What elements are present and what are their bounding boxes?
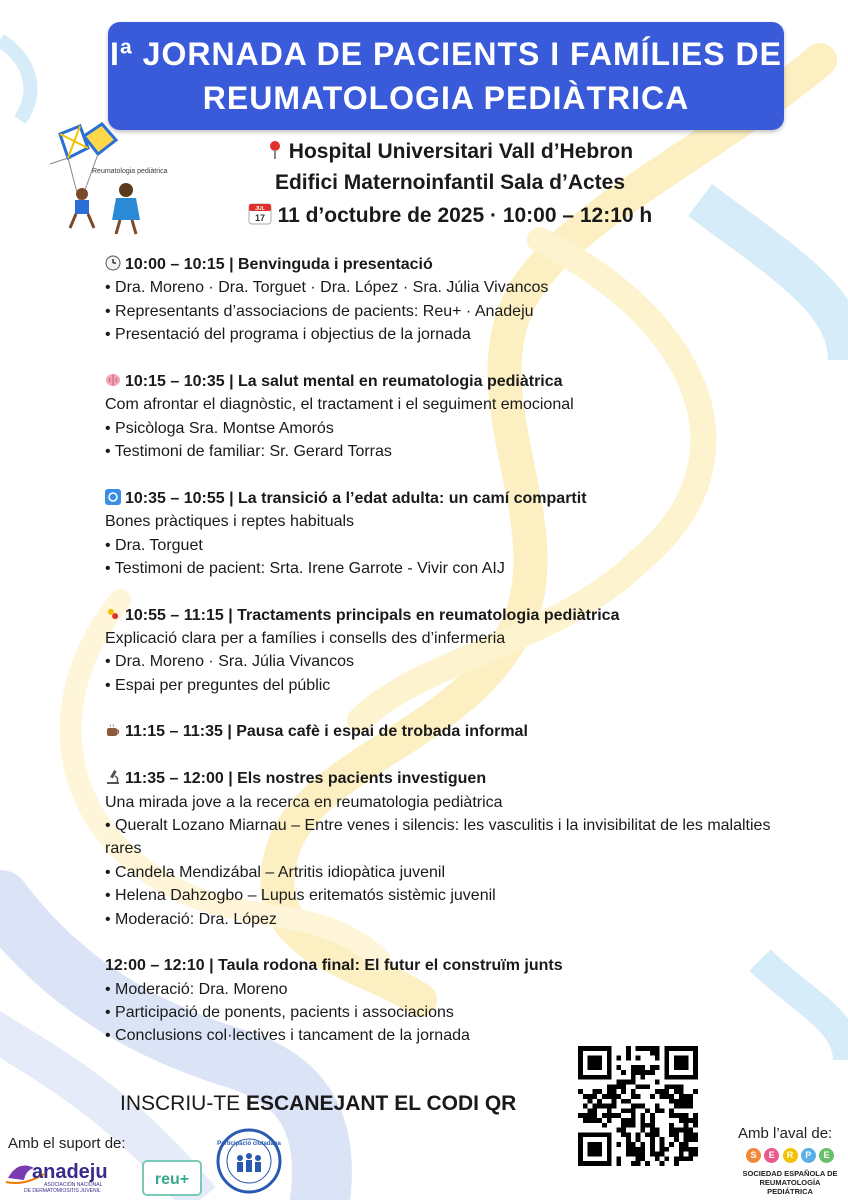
qr-module [655, 1065, 660, 1070]
qr-module [636, 1084, 641, 1089]
qr-module [583, 1113, 588, 1118]
qr-module [645, 1084, 650, 1089]
session-6-line: • Queralt Lozano Miarnau – Entre venes i silencis: les vasculitis i la invisibilitat de les malalties rares [105, 816, 771, 858]
title-line-1: Iª JORNADA DE PACIENTS I FAMÍLIES DE [110, 36, 782, 72]
qr-module [660, 1094, 665, 1099]
session-7-line: • Conclusions col·lectives i tancament de la jornada [105, 1027, 470, 1045]
qr-module [578, 1113, 583, 1118]
qr-module [650, 1142, 655, 1147]
qr-module [592, 1094, 597, 1099]
qr-module [631, 1118, 636, 1123]
qr-module [640, 1128, 645, 1133]
session-4-header: 10:55 – 11:15 | Tractaments principals en reumatologia pediàtrica [105, 604, 805, 627]
qr-module [583, 1118, 588, 1123]
qr-module [616, 1128, 621, 1133]
qr-module [636, 1161, 641, 1166]
qr-module [621, 1118, 626, 1123]
qr-module [655, 1046, 660, 1051]
qr-text-prefix: INSCRIU-TE [120, 1092, 246, 1115]
anadeju-logo [4, 1156, 132, 1196]
calendar-icon [248, 201, 272, 225]
pill-icon [105, 606, 121, 622]
qr-module [655, 1056, 660, 1061]
qr-module [650, 1147, 655, 1152]
session-4-line: • Dra. Moreno · Sra. Júlia Vivancos [105, 653, 354, 671]
qr-module [616, 1065, 621, 1070]
qr-module [616, 1142, 621, 1147]
qr-module [602, 1104, 607, 1109]
session-7-line: • Moderació: Dra. Moreno [105, 980, 288, 998]
qr-module [655, 1051, 660, 1056]
qr-module [640, 1152, 645, 1157]
qr-module [684, 1104, 689, 1109]
qr-module [621, 1084, 626, 1089]
qr-module [650, 1118, 655, 1123]
qr-module [664, 1094, 669, 1099]
venue-hospital [200, 140, 700, 164]
qr-module [626, 1118, 631, 1123]
qr-module [612, 1099, 617, 1104]
session-6-line: Una mirada jove a la recerca en reumatologia pediàtrica [105, 793, 503, 811]
qr-module [607, 1113, 612, 1118]
qr-module [679, 1147, 684, 1152]
qr-module [621, 1132, 626, 1137]
qr-module [679, 1104, 684, 1109]
qr-module [602, 1094, 607, 1099]
qr-module [631, 1142, 636, 1147]
qr-module [679, 1089, 684, 1094]
anadeju-name: anadeju [32, 1161, 108, 1183]
qr-module [693, 1132, 698, 1137]
qr-module [607, 1089, 612, 1094]
qr-module [655, 1152, 660, 1157]
title-banner [108, 22, 784, 130]
qr-module [679, 1099, 684, 1104]
schedule [105, 253, 805, 1048]
qr-module [655, 1156, 660, 1161]
qr-module [660, 1137, 665, 1142]
reu-plus-logo [142, 1160, 202, 1196]
session-2-line: Com afrontar el diagnòstic, el tractament i el seguiment emocional [105, 396, 574, 414]
qr-module [636, 1094, 641, 1099]
qr-module [626, 1051, 631, 1056]
qr-module [640, 1118, 645, 1123]
qr-module [674, 1132, 679, 1137]
qr-module [636, 1070, 641, 1075]
serpe-letter: E [819, 1148, 834, 1163]
qr-module [674, 1104, 679, 1109]
qr-module [679, 1152, 684, 1157]
qr-module [626, 1152, 631, 1157]
qr-module [655, 1104, 660, 1109]
qr-module [636, 1056, 641, 1061]
qr-module [616, 1113, 621, 1118]
qr-module [664, 1084, 669, 1089]
qr-module [669, 1132, 674, 1137]
qr-module [640, 1065, 645, 1070]
qr-module [688, 1099, 693, 1104]
calendar-day: 17 [254, 213, 265, 223]
qr-module [621, 1099, 626, 1104]
qr-module [640, 1075, 645, 1080]
qr-module [684, 1118, 689, 1123]
qr-module [631, 1089, 636, 1094]
qr-module [631, 1147, 636, 1152]
qr-module [588, 1099, 593, 1104]
qr-module [621, 1089, 626, 1094]
qr-module [650, 1123, 655, 1128]
qr-module [669, 1142, 674, 1147]
qr-module [640, 1156, 645, 1161]
qr-module [684, 1137, 689, 1142]
qr-module [631, 1094, 636, 1099]
session-2-line: • Testimoni de familiar: Sr. Gerard Torras [105, 443, 392, 461]
qr-module [612, 1104, 617, 1109]
reumatologia-pediatrica-logo [40, 122, 200, 242]
qr-module [616, 1056, 621, 1061]
qr-module [688, 1156, 693, 1161]
qr-module [669, 1099, 674, 1104]
qr-module [645, 1108, 650, 1113]
qr-module [674, 1156, 679, 1161]
qr-module [650, 1051, 655, 1056]
qr-module [674, 1161, 679, 1166]
logo-text: Reumatologia pediàtrica [92, 168, 168, 175]
qr-module [688, 1094, 693, 1099]
qr-module [684, 1132, 689, 1137]
session-7-line: • Participació de ponents, pacients i associacions [105, 1003, 454, 1021]
qr-module [631, 1113, 636, 1118]
qr-module [684, 1099, 689, 1104]
qr-module [578, 1089, 583, 1094]
qr-module [655, 1108, 660, 1113]
qr-module [684, 1128, 689, 1133]
session-1-header: 10:00 – 10:15 | Benvinguda i presentació [105, 253, 805, 276]
qr-module [688, 1118, 693, 1123]
qr-module [693, 1113, 698, 1118]
qr-module [631, 1152, 636, 1157]
qr-module [664, 1156, 669, 1161]
qr-module [626, 1046, 631, 1051]
qr-module [684, 1094, 689, 1099]
coffee-icon [105, 722, 121, 738]
qr-module [650, 1137, 655, 1142]
qr-module [612, 1094, 617, 1099]
qr-module [674, 1089, 679, 1094]
qr-module [621, 1108, 626, 1113]
serpe-letter: S [746, 1148, 761, 1163]
qr-module [621, 1070, 626, 1075]
qr-module [640, 1142, 645, 1147]
qr-module [626, 1142, 631, 1147]
qr-module [693, 1137, 698, 1142]
qr-module [650, 1046, 655, 1051]
qr-module [626, 1147, 631, 1152]
qr-module [612, 1113, 617, 1118]
qr-module [669, 1084, 674, 1089]
session-6-line: • Candela Mendizábal – Artritis idiopàtica juvenil [105, 863, 446, 881]
qr-module [640, 1070, 645, 1075]
qr-module [597, 1089, 602, 1094]
qr-module [679, 1142, 684, 1147]
qr-module [655, 1080, 660, 1085]
qr-module [597, 1104, 602, 1109]
title-line-2: REUMATOLOGIA PEDIÀTRICA [202, 80, 690, 116]
qr-module [693, 1147, 698, 1152]
qr-module [688, 1137, 693, 1142]
qr-module [588, 1118, 593, 1123]
serpe-letter: P [801, 1148, 816, 1163]
support-label: Amb el suport de: [8, 1135, 126, 1152]
qr-module [688, 1132, 693, 1137]
qr-module [636, 1156, 641, 1161]
session-5-header: 11:15 – 11:35 | Pausa cafè i espai de trobada informal [105, 720, 805, 743]
qr-module [592, 1118, 597, 1123]
qr-module [674, 1128, 679, 1133]
serpe-logo [738, 1148, 842, 1196]
qr-module [684, 1147, 689, 1152]
qr-module [631, 1161, 636, 1166]
qr-module [626, 1099, 631, 1104]
session-6-line: • Moderació: Dra. López [105, 910, 277, 928]
serpe-line1: SOCIEDAD ESPAÑOLA DE [742, 1169, 838, 1178]
venue-date [200, 201, 700, 228]
venue-date-text: 11 d’octubre de 2025 · 10:00 – 12:10 h [277, 204, 653, 227]
qr-module [693, 1089, 698, 1094]
qr-module [645, 1070, 650, 1075]
clock-icon [105, 255, 121, 271]
anadeju-sub2: DE DERMATOMIOSITIS JUVENIL [24, 1188, 101, 1194]
qr-module [636, 1046, 641, 1051]
qr-module [655, 1089, 660, 1094]
session-3-line: • Dra. Torguet [105, 536, 203, 554]
qr-module [626, 1056, 631, 1061]
qr-finder [588, 1056, 602, 1070]
qr-module [674, 1113, 679, 1118]
qr-module [636, 1147, 641, 1152]
qr-module [631, 1080, 636, 1085]
session-6-header: 11:35 – 12:00 | Els nostres pacients investiguen [105, 767, 805, 790]
qr-module [655, 1132, 660, 1137]
qr-finder [674, 1056, 688, 1070]
qr-module [650, 1070, 655, 1075]
qr-module [650, 1094, 655, 1099]
qr-module [640, 1113, 645, 1118]
session-6-line: • Helena Dahzogbo – Lupus eritematós sistèmic juvenil [105, 887, 496, 905]
qr-module [631, 1104, 636, 1109]
qr-module [636, 1104, 641, 1109]
qr-module [688, 1152, 693, 1157]
qr-module [684, 1123, 689, 1128]
qr-module [612, 1084, 617, 1089]
qr-module [669, 1113, 674, 1118]
qr-module [592, 1113, 597, 1118]
endorse-label: Amb l’aval de: [738, 1125, 833, 1142]
qr-module [612, 1089, 617, 1094]
session-7-header: 12:00 – 12:10 | Taula rodona final: El futur el construïm junts [105, 957, 563, 975]
qr-module [607, 1118, 612, 1123]
qr-module [636, 1152, 641, 1157]
qr-module [621, 1128, 626, 1133]
qr-module [660, 1089, 665, 1094]
qr-module [597, 1118, 602, 1123]
qr-module [684, 1142, 689, 1147]
session-3-line: Bones pràctiques i reptes habituals [105, 513, 355, 531]
microscope-icon [105, 769, 121, 785]
qr-module [674, 1137, 679, 1142]
qr-module [688, 1104, 693, 1109]
qr-module [621, 1080, 626, 1085]
session-3-header: 10:35 – 10:55 | La transició a l’edat adulta: un camí compartit [105, 487, 805, 510]
qr-module [679, 1118, 684, 1123]
session-4-line: Explicació clara per a famílies i consells des d’infermeria [105, 629, 506, 647]
qr-module [631, 1065, 636, 1070]
qr-text-bold: ESCANEJANT EL CODI QR [246, 1092, 517, 1115]
qr-module [688, 1128, 693, 1133]
qr-module [679, 1084, 684, 1089]
qr-module [669, 1094, 674, 1099]
qr-module [650, 1132, 655, 1137]
qr-module [679, 1128, 684, 1133]
calendar-month: JUL [254, 206, 265, 212]
qr-module [597, 1099, 602, 1104]
qr-module [602, 1113, 607, 1118]
qr-module [631, 1075, 636, 1080]
qr-module [616, 1080, 621, 1085]
qr-module [684, 1113, 689, 1118]
qr-module [626, 1108, 631, 1113]
qr-module [650, 1128, 655, 1133]
serpe-letter: E [764, 1148, 779, 1163]
qr-module [693, 1118, 698, 1123]
qr-module [640, 1084, 645, 1089]
qr-module [693, 1123, 698, 1128]
qr-call-to-action [120, 1092, 516, 1116]
qr-module [660, 1142, 665, 1147]
qr-module [631, 1108, 636, 1113]
qr-module [645, 1161, 650, 1166]
qr-module [592, 1104, 597, 1109]
qr-module [631, 1070, 636, 1075]
session-3-line: • Testimoni de pacient: Srta. Irene Garrote - Vivir con AIJ [105, 559, 505, 577]
qr-module [626, 1123, 631, 1128]
qr-module [650, 1152, 655, 1157]
qr-module [607, 1084, 612, 1089]
qr-module [583, 1104, 588, 1109]
qr-module [688, 1147, 693, 1152]
qr-module [669, 1128, 674, 1133]
qr-module [679, 1156, 684, 1161]
qr-module [616, 1094, 621, 1099]
qr-module [645, 1123, 650, 1128]
qr-module [684, 1156, 689, 1161]
qr-module [645, 1046, 650, 1051]
pin-icon [267, 140, 283, 160]
qr-module [640, 1046, 645, 1051]
session-2-line: • Psicòloga Sra. Montse Amorós [105, 419, 334, 437]
participacio-text: Participació ciutadana [217, 1141, 281, 1147]
qr-module [588, 1094, 593, 1099]
qr-module [626, 1080, 631, 1085]
qr-module [626, 1137, 631, 1142]
qr-module [592, 1108, 597, 1113]
qr-module [636, 1132, 641, 1137]
qr-module [664, 1089, 669, 1094]
qr-module [664, 1147, 669, 1152]
qr-module [674, 1099, 679, 1104]
qr-module [592, 1089, 597, 1094]
qr-module [640, 1104, 645, 1109]
qr-module [607, 1104, 612, 1109]
qr-module [660, 1147, 665, 1152]
qr-module [616, 1084, 621, 1089]
cycle-icon [105, 489, 121, 505]
session-1-line: • Dra. Moreno · Dra. Torguet · Dra. López · Sra. Júlia Vivancos [105, 279, 549, 297]
qr-module [693, 1152, 698, 1157]
qr-module [607, 1094, 612, 1099]
qr-module [626, 1132, 631, 1137]
qr-module [679, 1113, 684, 1118]
qr-module [607, 1108, 612, 1113]
reu-name: reu+ [154, 1171, 190, 1188]
qr-module [655, 1128, 660, 1133]
session-4-line: • Espai per preguntes del públic [105, 676, 331, 694]
qr-finder [588, 1142, 602, 1156]
venue-line-2: Edifici Maternoinfantil Sala d’Actes [274, 171, 626, 194]
qr-module [631, 1123, 636, 1128]
session-1-line: • Representants d’associacions de pacients: Reu+ · Anadeju [105, 302, 534, 320]
qr-code[interactable] [578, 1046, 698, 1166]
qr-module [650, 1065, 655, 1070]
qr-module [660, 1108, 665, 1113]
anadeju-sub1: ASOCIACIÓN NACIONAL [44, 1182, 103, 1188]
qr-module [674, 1084, 679, 1089]
qr-module [669, 1123, 674, 1128]
session-2-header: 10:15 – 10:35 | La salut mental en reumatologia pediàtrica [105, 370, 805, 393]
serpe-letter: R [783, 1148, 798, 1163]
qr-module [650, 1113, 655, 1118]
qr-module [616, 1156, 621, 1161]
qr-module [645, 1132, 650, 1137]
serpe-line2: REUMATOLOGÍA PEDIÁTRICA [759, 1178, 821, 1196]
qr-module [660, 1161, 665, 1166]
qr-module [616, 1161, 621, 1166]
session-1-line: • Presentació del programa i objectius de la jornada [105, 326, 471, 344]
qr-module [640, 1123, 645, 1128]
qr-module [669, 1108, 674, 1113]
participacio-ciutadana-logo [216, 1128, 282, 1194]
qr-module [583, 1094, 588, 1099]
qr-module [588, 1113, 593, 1118]
qr-module [679, 1094, 684, 1099]
qr-module [621, 1123, 626, 1128]
qr-module [640, 1147, 645, 1152]
qr-module [636, 1137, 641, 1142]
brain-icon [105, 372, 121, 388]
qr-module [660, 1152, 665, 1157]
qr-module [588, 1108, 593, 1113]
qr-module [636, 1065, 641, 1070]
venue-line-1: Hospital Universitari Vall d’Hebron [288, 140, 634, 163]
qr-module [602, 1123, 607, 1128]
